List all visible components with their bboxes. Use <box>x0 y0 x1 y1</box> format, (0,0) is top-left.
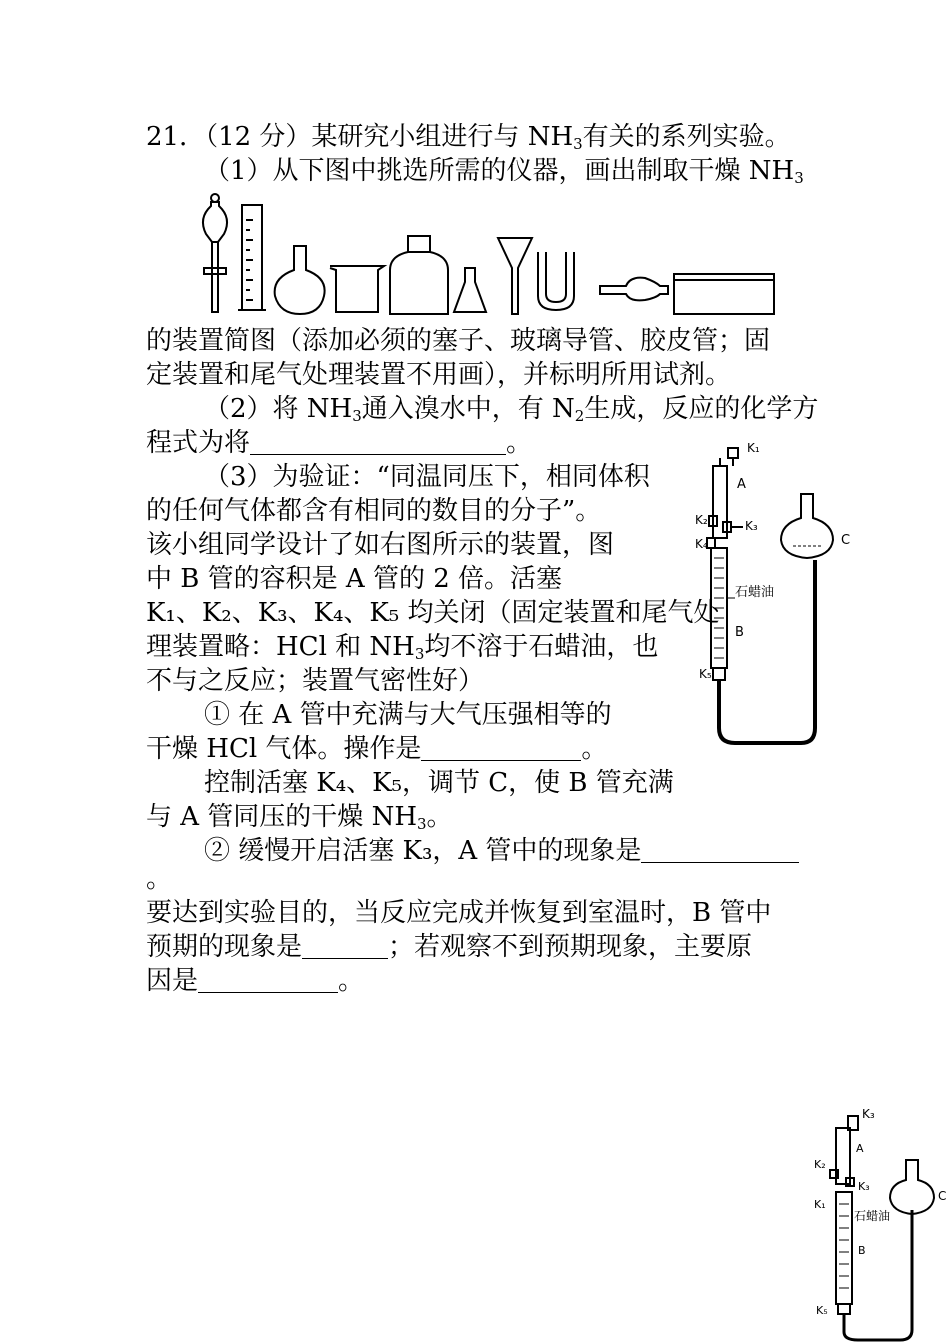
step1-line3: 控制活塞 K₄、K₅，调节 C，使 B 管充满 <box>204 768 674 798</box>
trough-icon <box>674 274 774 314</box>
leveling-bulb-thumb <box>890 1160 934 1214</box>
label-b: B <box>735 625 744 640</box>
part3-line6: 理装置略：HCl 和 $NH_3$均不溶于石蜡油，也 <box>146 632 659 663</box>
label-k2: K₂ <box>695 513 708 527</box>
step2-line3: 要达到实验目的，当反应完成并恢复到室温时，B 管中 <box>146 898 772 928</box>
part3-line3: 该小组同学设计了如右图所示的装置，图 <box>146 530 615 560</box>
drying-tube-icon <box>600 278 668 301</box>
part3-line5: K₁、K₂、K₃、K₄、K₅ 均关闭（固定装置和尾气处 <box>146 598 720 628</box>
label-k3: K₃ <box>745 519 758 533</box>
label-k4: K₄ <box>695 537 708 551</box>
beaker-icon <box>330 266 384 312</box>
thumb-label-k5: K₅ <box>816 1304 828 1317</box>
part1-line3: 定装置和尾气处理装置不用画），并标明所用试剂。 <box>146 360 732 390</box>
graduated-cylinder-icon <box>238 205 266 310</box>
label-k1: K₁ <box>747 441 760 455</box>
thumb-label-k2: K₂ <box>814 1158 826 1171</box>
step1-line2: 干燥 HCl 气体。操作是 。 <box>146 734 608 764</box>
stopcock-k5 <box>713 668 725 680</box>
answer-blank-operation[interactable] <box>421 734 581 761</box>
thumb-label-c: C <box>938 1189 947 1203</box>
u-tube-icon <box>538 252 574 310</box>
reagent-bottle-icon <box>390 236 448 314</box>
answer-blank-phenomenon-a[interactable] <box>641 836 799 863</box>
thumb-label-a: A <box>856 1142 864 1155</box>
funnel-icon <box>498 238 532 314</box>
label-paraffin-oil: 石蜡油 <box>735 585 775 600</box>
part3-line7: 不与之反应；装置气密性好） <box>146 666 485 696</box>
thumb-label-k3: K₃ <box>858 1180 870 1193</box>
step2-line5: 因是 。 <box>146 966 365 996</box>
tube-a <box>713 466 727 538</box>
part3-line4: 中 B 管的容积是 A 管的 2 倍。活塞 <box>146 564 563 594</box>
answer-blank-equation[interactable] <box>250 428 506 455</box>
label-k5: K₅ <box>699 667 712 681</box>
part2-line2: 程式为将 。 <box>146 428 533 458</box>
part3-line2: 的任何气体都含有相同的数目的分子”。 <box>146 496 602 526</box>
stopcock-k4 <box>707 538 715 548</box>
part1-line1: （1）从下图中挑选所需的仪器，画出制取干燥 $NH_3$ <box>204 156 804 187</box>
label-a: A <box>737 477 746 492</box>
thumb-label-oil: 石蜡油 <box>854 1209 891 1223</box>
step2-line1: ② 缓慢开启活塞 K₃，A 管中的现象是 <box>204 834 799 868</box>
experiment-apparatus-thumbnail <box>808 1104 950 1344</box>
thumb-label-k4: K₁ <box>814 1198 826 1211</box>
label-c: C <box>841 533 851 548</box>
part2-line1: （2）将 $NH_3$通入溴水中，有 $N_2$生成，反应的化学方 <box>204 394 819 425</box>
step2-line2: 。 <box>146 864 173 894</box>
step1-line1: ① 在 A 管中充满与大气压强相等的 <box>204 700 612 730</box>
apparatus-illustrations <box>190 190 790 325</box>
thumb-label-b: B <box>858 1244 866 1257</box>
part3-line1: （3）为验证：“同温同压下，相同体积 <box>204 462 650 492</box>
thumb-label-k1: K₃ <box>862 1107 875 1121</box>
part1-line2: 的装置简图（添加必须的塞子、玻璃导管、胶皮管；固 <box>146 326 771 356</box>
step1-line4: 与 A 管同压的干燥 $NH_3$。 <box>146 802 453 833</box>
conical-flask-icon <box>454 268 486 312</box>
step2-line4: 预期的现象是 ；若观察不到预期现象，主要原 <box>146 932 753 962</box>
question-header: 21．（12 分）某研究小组进行与 $NH_3$有关的系列实验。 <box>146 122 791 153</box>
stopcock-k1 <box>728 448 738 458</box>
experiment-apparatus-figure <box>695 438 860 758</box>
leveling-bulb-c <box>781 494 833 558</box>
answer-blank-reason[interactable] <box>198 966 338 993</box>
round-bottom-flask-icon <box>275 246 325 314</box>
separatory-funnel-icon <box>203 194 227 312</box>
answer-blank-phenomenon-b[interactable] <box>302 932 388 959</box>
tube-b-thumb <box>836 1192 852 1304</box>
